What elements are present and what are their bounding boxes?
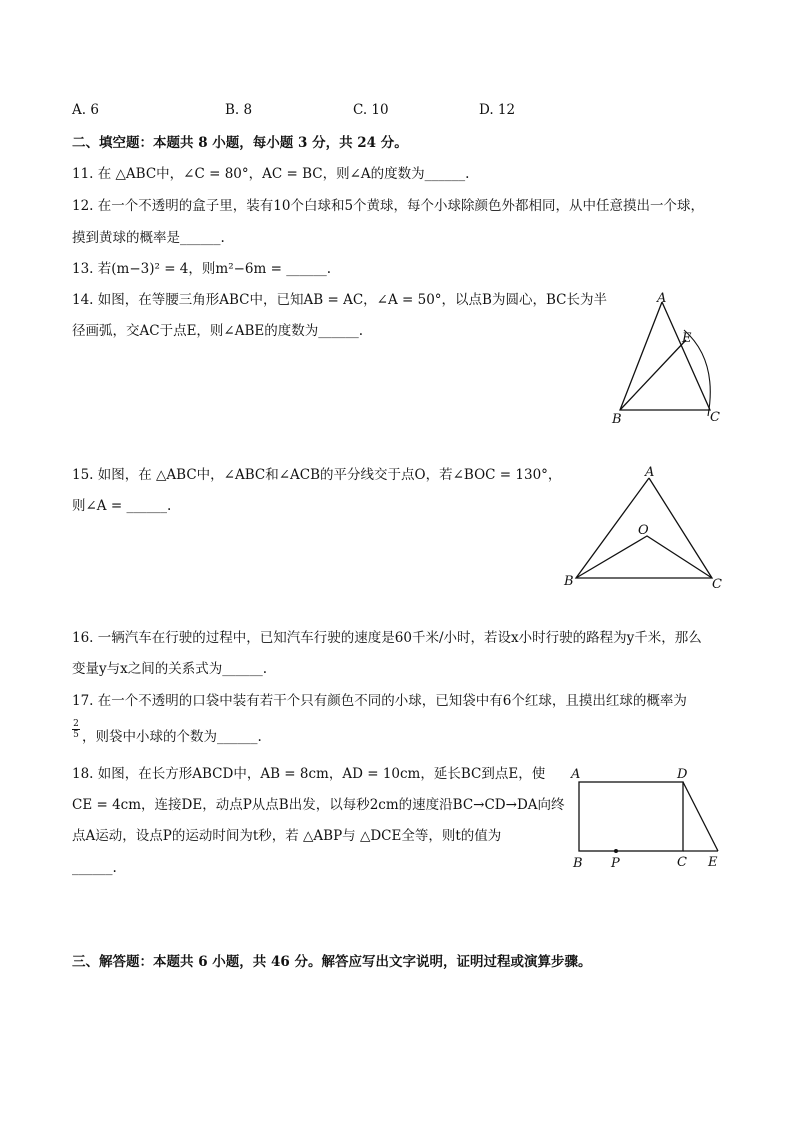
option-d: D. 12: [479, 102, 516, 118]
fig15-label-b: B: [564, 574, 574, 589]
question-18-line1: 18. 如图，在长方形ABCD中，AB = 8cm，AD = 10cm，延长BC到点E，使: [72, 766, 546, 782]
fig15-label-c: C: [712, 577, 722, 592]
fig14-label-a: A: [657, 291, 667, 306]
question-13: 13. 若(m−3)² = 4，则m²−6m = ______.: [72, 261, 331, 277]
fig18-label-p: P: [611, 856, 620, 871]
fig14-label-e: E: [682, 331, 692, 346]
option-a: A. 6: [72, 102, 99, 118]
question-18-line2: CE = 4cm，连接DE，动点P从点B出发，以每秒2cm的速度沿BC→CD→DA向终: [72, 797, 565, 813]
figure-14: [600, 290, 730, 430]
option-b: B. 8: [225, 102, 253, 118]
question-14-line2: 径画弧，交AC于点E，则∠ABE的度数为______.: [72, 323, 364, 339]
fig15-label-a: A: [645, 465, 655, 480]
question-15-line1: 15. 如图，在 △ABC中，∠ABC和∠ACB的平分线交于点O，若∠BOC = 130°，: [72, 467, 562, 483]
question-11: 11. 在 △ABC中，∠C = 80°，AC = BC，则∠A的度数为______.: [72, 166, 470, 182]
question-17-line1: 17. 在一个不透明的口袋中装有若干个只有颜色不同的小球，已知袋中有6个红球，且摸出红球的概率为: [72, 693, 687, 709]
fraction-numerator: 2: [73, 719, 79, 729]
fig18-label-c: C: [677, 855, 687, 870]
section2-header: 二、填空题：本题共 8 小题，每小题 3 分，共 24 分。: [72, 135, 408, 151]
question-12-line2: 摸到黄球的概率是______.: [72, 230, 225, 246]
fig14-label-b: B: [612, 412, 622, 427]
figure-18: [568, 765, 728, 875]
fraction-denominator: 5: [73, 730, 79, 740]
fig18-label-a: A: [571, 767, 581, 782]
question-16-line2: 变量y与x之间的关系式为______.: [72, 661, 268, 677]
fig18-label-d: D: [677, 767, 688, 782]
option-c: C. 10: [353, 102, 389, 118]
fig15-label-o: O: [638, 523, 649, 538]
question-16-line1: 16. 一辆汽车在行驶的过程中，已知汽车行驶的速度是60千米/小时，若设x小时行驶的路程为y千米，那么: [72, 630, 702, 646]
section3-header: 三、解答题：本题共 6 小题，共 46 分。解答应写出文字说明，证明过程或演算步骤。: [72, 954, 592, 970]
question-17-line2: ，则袋中小球的个数为______.: [82, 729, 262, 745]
figure-15: [560, 464, 730, 594]
fraction-2-5: [72, 719, 80, 740]
question-15-line2: 则∠A = ______.: [72, 498, 172, 514]
fig18-label-b: B: [573, 856, 583, 871]
question-18-line3: 点A运动，设点P的运动时间为t秒，若 △ABP与 △DCE全等，则t的值为: [72, 828, 502, 844]
question-12-line1: 12. 在一个不透明的盒子里，装有10个白球和5个黄球，每个小球除颜色外都相同，从中任意摸出一个球，: [72, 198, 705, 214]
question-14-line1: 14. 如图，在等腰三角形ABC中，已知AB = AC，∠A = 50°，以点B为圆心，BC长为半: [72, 292, 607, 308]
fig14-label-c: C: [710, 410, 720, 425]
question-18-line4: ______.: [72, 860, 117, 876]
fig18-label-e: E: [708, 855, 718, 870]
